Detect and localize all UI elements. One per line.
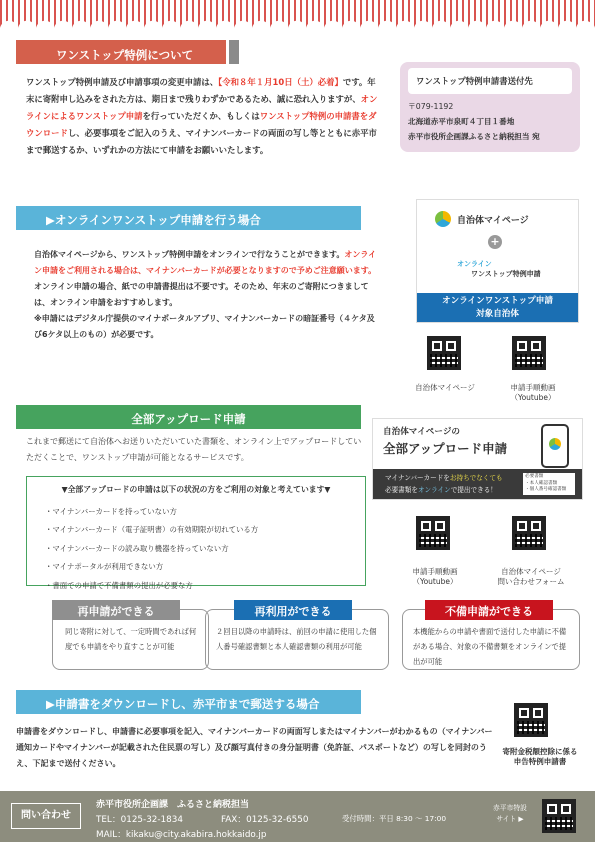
qr-code-upload-video[interactable]	[416, 516, 450, 550]
online-banner[interactable]	[416, 199, 579, 323]
list-item: ・書面での申請で不備書類の提出が必要な方	[45, 580, 193, 590]
qr-caption-video: 申請手順動画 （Youtube）	[510, 383, 556, 402]
list-item: ・マイナンバーカードを持っていない方	[45, 507, 177, 516]
upload-banner[interactable]	[372, 418, 583, 500]
feature-box-resubmit: 同じ寄附に対して、一定時間であれば何度でも申請をやり直すことが可能	[52, 609, 209, 670]
list-item: ・マイナンバーカード（電子証明書）の有効期限が切れている方	[45, 525, 259, 535]
feature-tag-deficiency: 不備申請ができる	[425, 600, 553, 620]
feature-box-reuse: ２回目以降の申請時は、前回の申請に使用した個人番号確認書類と本人確認書類の利用が可能	[205, 609, 389, 670]
qr-caption-upload-video: 申請手順動画 （Youtube）	[412, 567, 458, 586]
section1-title: ワンストップ特例について	[16, 40, 226, 64]
footer-org: 赤平市役所企画課 ふるさと納税担当	[96, 800, 250, 810]
eligibility-list	[45, 503, 258, 595]
phone-icon	[541, 424, 569, 468]
qr-code-contact-form[interactable]	[512, 516, 546, 550]
footer-label: 問い合わせ	[11, 803, 81, 829]
section3-body: これまで郵送にて自治体へお送りいただいていた書類を、オンライン上でアップロードしていただくことで、ワンストップ申請が可能となるサービスです。	[26, 437, 362, 462]
feature-tag-reuse: 再利用ができる	[234, 600, 352, 620]
plus-icon: +	[488, 235, 502, 249]
qr-caption-contact-form: 自治体マイページ 問い合わせフォーム	[497, 567, 565, 586]
destination-title: ワンストップ特例申請書送付先	[408, 68, 572, 94]
section2-title: ▶オンラインワンストップ申請を行う場合	[16, 206, 361, 230]
required-docs-chip: 必要書類 ・本人確認書類 ・個人番号確認書類	[523, 473, 575, 495]
upload-banner-line2: 全部アップロード申請	[383, 441, 508, 456]
feature-box-deficiency: 本機能からの申請や書面で送付した申請に不備がある場合、対象の不備書類をオンラインで提出が可能	[402, 609, 580, 670]
destination-recipient: 赤平市役所企画課ふるさと納税担当 宛	[408, 132, 540, 141]
list-item: ・マイナンバーカードの読み取り機器を持っていない方	[45, 543, 229, 553]
section1-body: ワンストップ特例申請及び申請事項の変更申請は、【令和８年１月10日（土）必着】です。年末に寄附申し込みをされた方は、期日まで残りわずかであるため、誠に恐れ入りますが、オンラインによるワンストップ申請を行っていただくか、もしくはワンストップ特例の申請書をダウンロードし、必要事項をご記入のうえ、マイナンバーカードの両面の写し等とともに赤平市まで郵送するか、いずれかの方法にて申請をお願いいたします。	[26, 77, 378, 155]
destination-box	[400, 62, 580, 152]
qr-code-video[interactable]	[512, 336, 546, 370]
footer-tel[interactable]: TEL：0125-32-1834	[96, 815, 183, 825]
footer-mail[interactable]: MAIL：kikaku@city.akabira.hokkaido.jp	[96, 830, 267, 840]
qr-code-site[interactable]	[542, 799, 576, 833]
scallop-border	[0, 0, 595, 30]
mypage-logo-text: 自治体マイページ	[457, 216, 529, 226]
title-accent	[229, 40, 239, 64]
list-item: ・マイナポータルが利用できない方	[45, 562, 164, 572]
section4-body: 申請書をダウンロードし、申請書に必要事項を記入、マイナンバーカードの両面写しまたはマイナンバーがわかるもの（マイナンバー通知カードやマイナンバーが記載された住民票の写し）及び顔写真付きの身分証明書（免許証、パスポートなど）の写しを同封のうえ、下記まで送付ください。	[16, 727, 493, 768]
footer-site-link[interactable]: 赤平市特設 サイト ▶	[493, 804, 527, 823]
eligibility-title: ▼全部アップロードの申請は以下の状況の方をご利用の対象と考えています▼	[61, 485, 331, 494]
online-banner-bar: オンラインワンストップ申請 対象自治体	[417, 293, 578, 322]
destination-address: 北海道赤平市泉町４丁目１番地	[408, 117, 515, 126]
section3-title: 全部アップロード申請	[16, 405, 361, 429]
destination-zip: 〒079-1192	[408, 102, 454, 111]
qr-code-application-form[interactable]	[514, 703, 548, 737]
upload-banner-line1: 自治体マイページの	[383, 427, 461, 437]
qr-caption-mypage: 自治体マイページ	[415, 383, 475, 392]
upload-banner-bar: マイナンバーカードをお持ちでなくても 必要書類をオンラインで提出できる！ 必要書類 ・本人確認書類 ・個人番号確認書類	[373, 469, 582, 499]
footer-fax: FAX：0125-32-6550	[221, 815, 309, 825]
eligibility-box	[26, 476, 366, 590]
feature-tag-resubmit: 再申請ができる	[52, 600, 180, 620]
banner-sub1: オンライン	[457, 260, 492, 268]
footer	[0, 791, 595, 842]
footer-hours: 受付時間：平日 8:30 ～ 17:00	[342, 814, 447, 823]
qr-caption-application-form: 寄附金税額控除に係る 申告特例申請書	[502, 747, 578, 766]
mypage-logo-icon	[435, 211, 451, 227]
section2-body: 自治体マイページから、ワンストップ特例申請をオンラインで行なうことができます。オンライン申請をご利用される場合は、マイナンバーカードが必要となりますので予めご注意願います。 オンライン申請の場合、紙での申請書提出は不要です。そのため、年末のご寄附につきましては、オンライン申請をおすすめします。 ※申請にはデジタル庁提供のマイナポータルアプリ、マイナンバーカードの暗証番号（４ケタ及び6ケタ以上のもの）が必要です。	[34, 250, 377, 339]
section4-title: ▶申請書をダウンロードし、赤平市まで郵送する場合	[16, 690, 361, 714]
banner-sub2: ワンストップ特例申請	[471, 270, 541, 278]
qr-code-mypage[interactable]	[427, 336, 461, 370]
